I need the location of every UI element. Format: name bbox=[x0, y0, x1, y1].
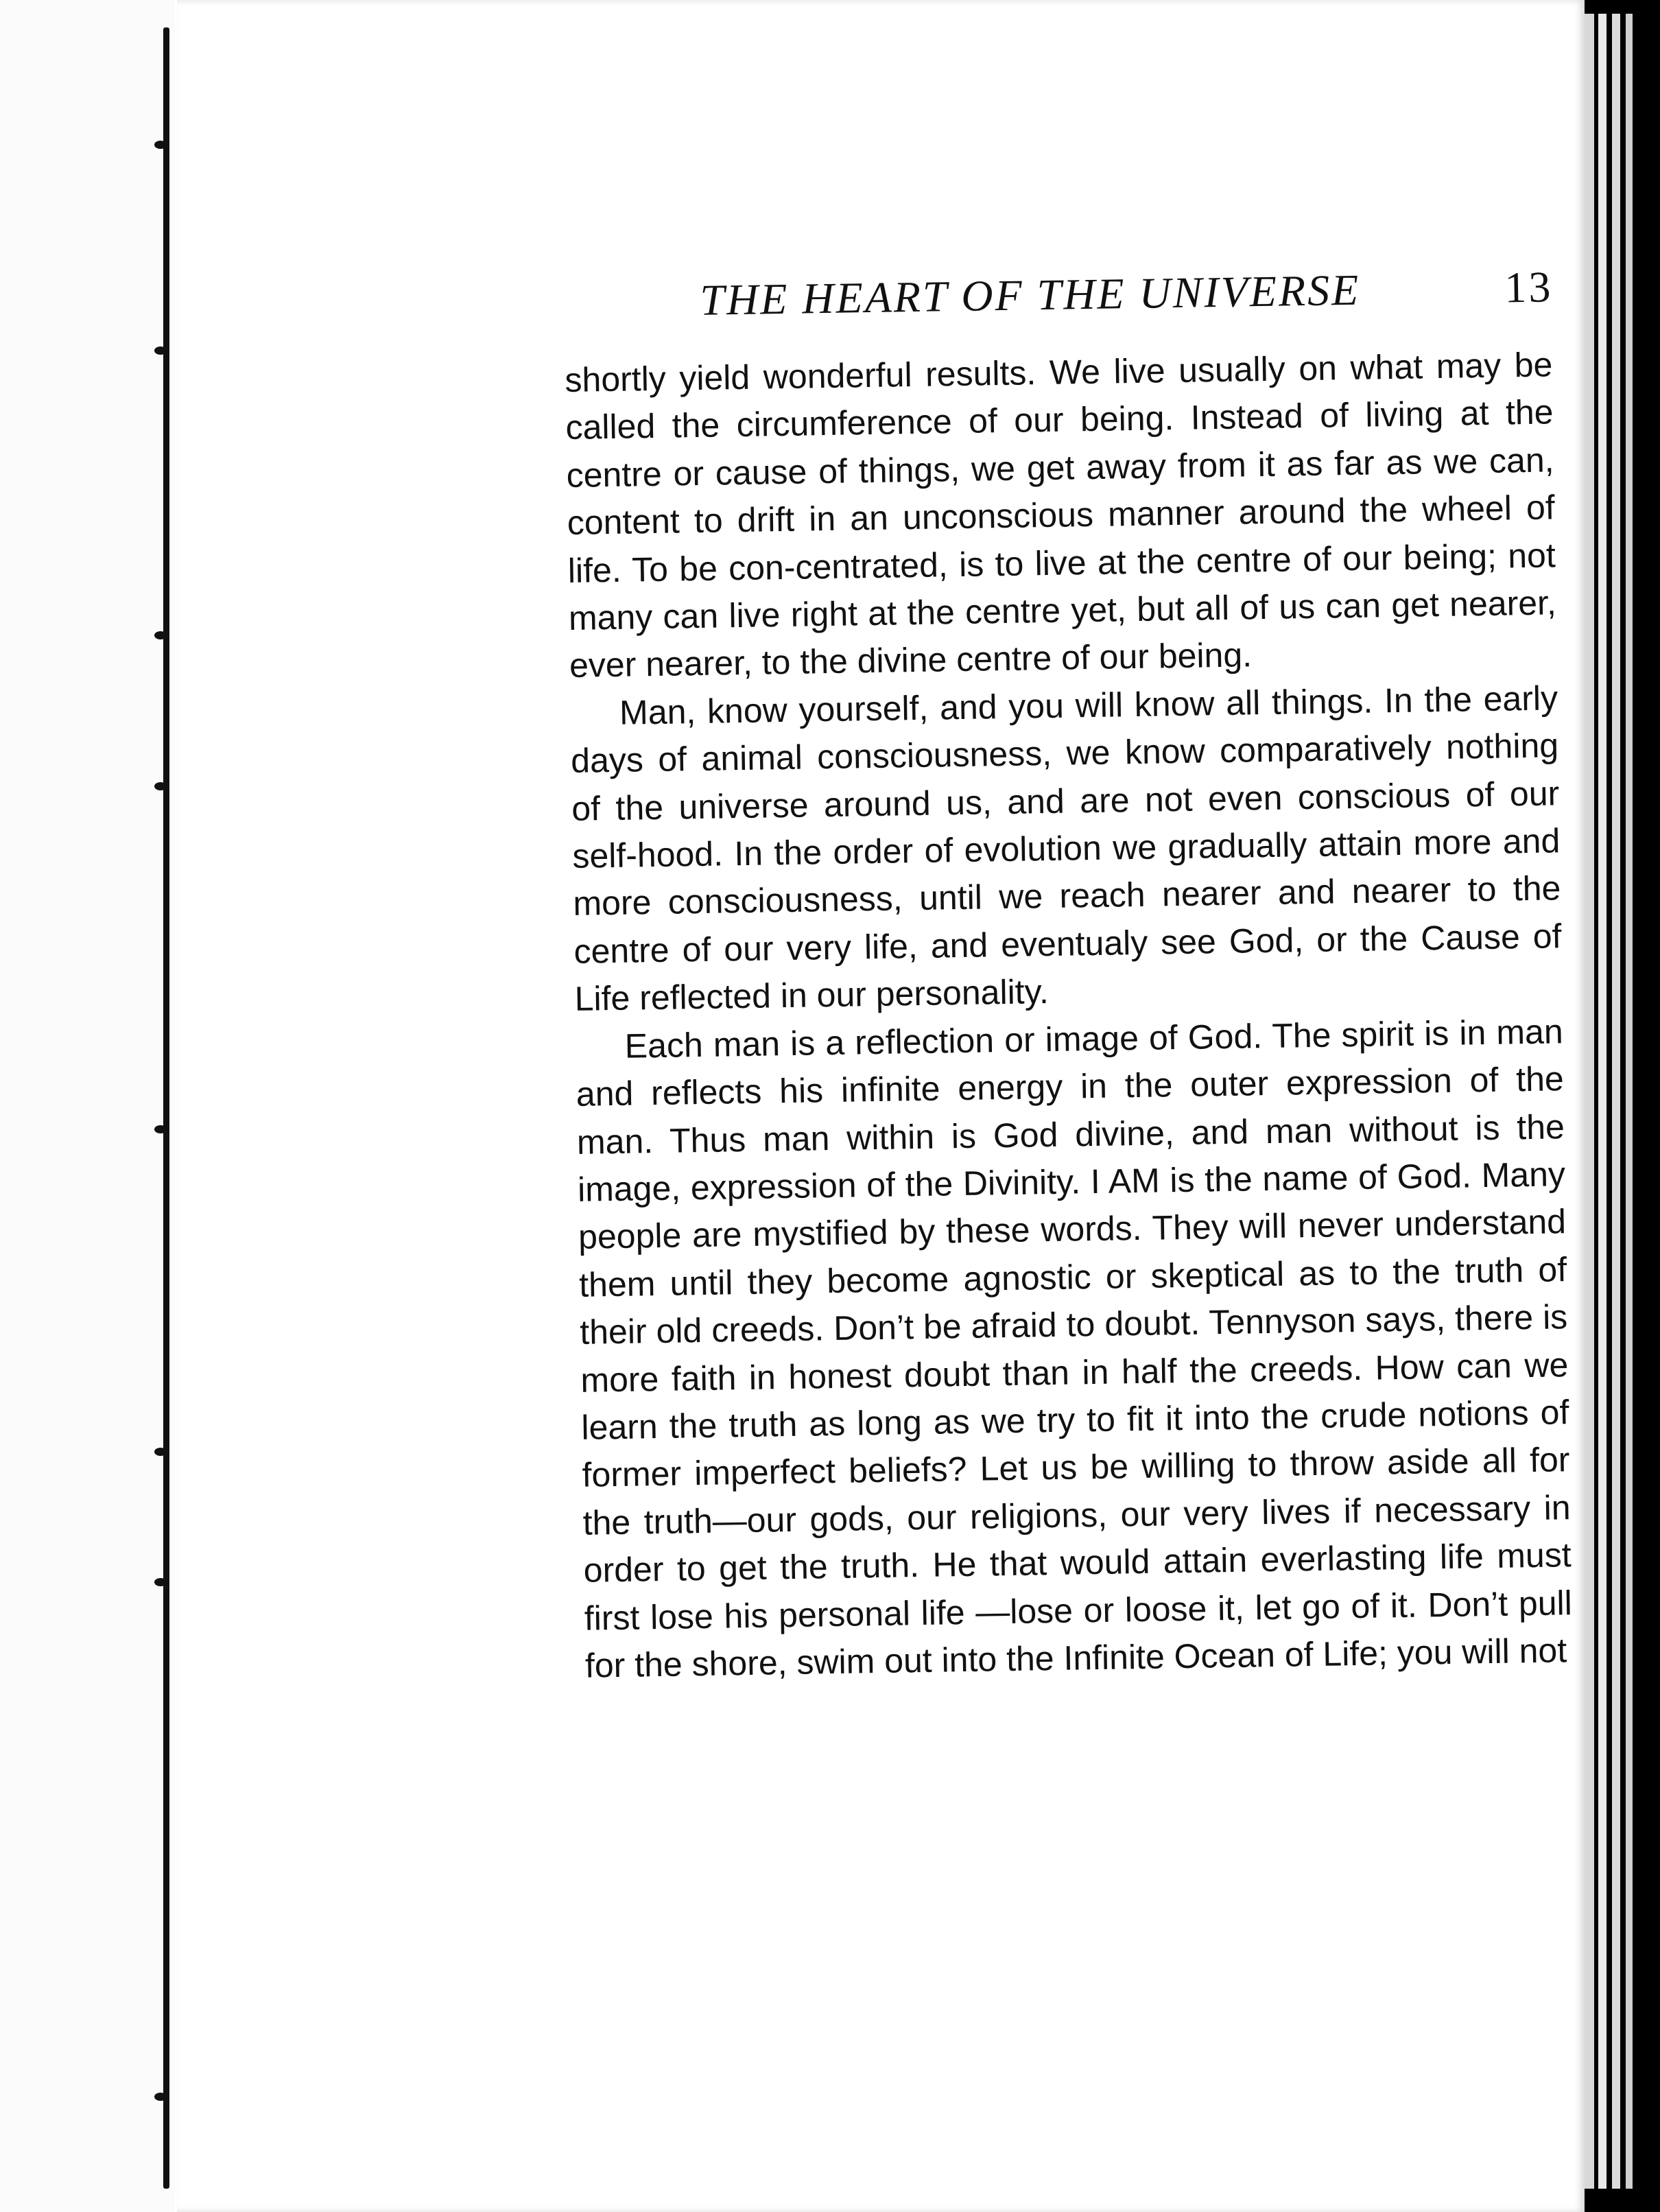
body-text bbox=[565, 341, 1573, 1690]
running-head-title: THE HEART OF THE UNIVERSE bbox=[699, 265, 1361, 325]
book-spine bbox=[0, 0, 175, 2212]
page-leaf bbox=[1626, 14, 1633, 2189]
page-leaf bbox=[1612, 14, 1620, 2189]
binding-stitch bbox=[154, 782, 167, 790]
binding-stitch bbox=[154, 141, 167, 149]
paragraph: Each man is a reflection or image of God. The spirit is in man and reflects his infinite energy in the outer expression of the man. Thus man within is God divine, and man without is the image, expression of the Divinity. I AM is the name of God. Many people are mystified by these words. They will never understand them until they become agnostic or skeptical as to the truth of their old creeds. Don’t be afraid to doubt. Tennyson says, there is more faith in honest doubt than in half the creeds. How can we learn the truth as long as we try to fit it into the crude notions of former imperfect beliefs? Let us be willing to throw aside all for the truth—our gods, our religions, our very lives if necessary in order to get the truth. He that would attain everlasting life must first lose his personal life —lose or loose it, let go of it. Don’t pull for the shore, swim out into the Infinite Ocean of Life; you will not bbox=[576, 1011, 1573, 1685]
page-number: 13 bbox=[1504, 262, 1553, 312]
binding-stitch bbox=[154, 1125, 167, 1133]
page-stack-edge bbox=[1585, 0, 1660, 2212]
page-leaf bbox=[1585, 14, 1594, 2189]
paragraph: shortly yield wonderful results. We live usually on what may be called the circumference of our being. Instead of living at the centre or cause of things, we get away from it as far as we can, content to drift in an unconscious manner around the wheel of life. To be con-centrated, is to live at the centre of our being; not many can live right at the centre yet, but all of us can get nearer, ever nearer, to the divine centre of our being. bbox=[565, 345, 1557, 685]
binding-stitch bbox=[154, 1448, 167, 1456]
paragraph: Man, know yourself, and you will know all things. In the early days of animal consciousness, we know comparatively nothing of the universe around us, and are not even conscious of our self-hood. In the order of evolution we gradually attain more and more consciousness, until we reach nearer and nearer to the centre of our very life, and eventualy see God, or the Cause of Life reflected in our personality. bbox=[570, 679, 1562, 1019]
binding-stitch bbox=[154, 1578, 167, 1586]
binding-stitch bbox=[154, 631, 167, 639]
binding-stitch bbox=[154, 2093, 167, 2101]
running-head bbox=[520, 261, 1553, 340]
book-page bbox=[177, 0, 1585, 2212]
binding-stitch bbox=[154, 346, 167, 355]
page-leaf bbox=[1598, 14, 1606, 2189]
